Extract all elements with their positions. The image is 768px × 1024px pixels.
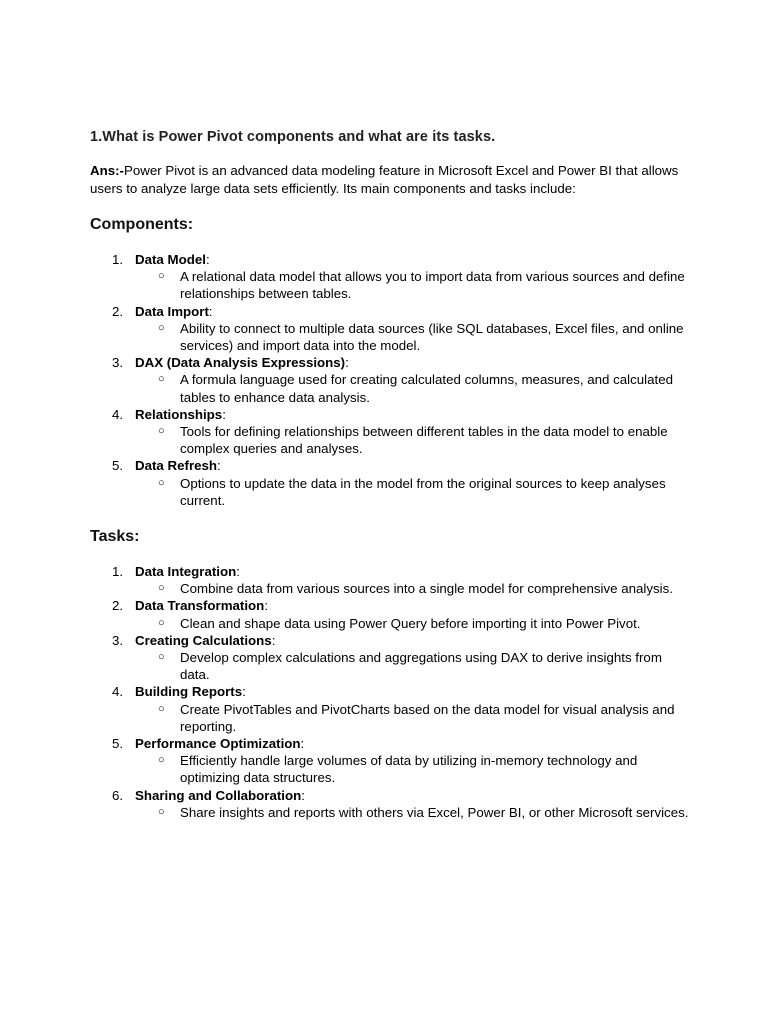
- item-title: Data Integration: [135, 564, 237, 580]
- circle-bullet-icon: ○: [158, 582, 165, 595]
- sub-item-text: Develop complex calculations and aggregations using DAX to derive insights from data.: [180, 650, 662, 683]
- item-number: 4.: [112, 406, 124, 422]
- task-item: [90, 632, 690, 684]
- item-title: Performance Optimization: [135, 736, 301, 752]
- item-title: DAX (Data Analysis Expressions): [135, 355, 346, 371]
- sub-item: [135, 268, 690, 302]
- item-number: 3.: [112, 355, 124, 371]
- item-colon: :: [300, 736, 305, 752]
- sub-item: [135, 752, 690, 786]
- component-item: [90, 457, 690, 509]
- components-list: [90, 251, 690, 509]
- circle-bullet-icon: ○: [158, 476, 165, 489]
- sub-list: [135, 423, 690, 457]
- circle-bullet-icon: ○: [158, 321, 165, 334]
- circle-bullet-icon: ○: [158, 425, 165, 438]
- item-colon: :: [242, 684, 246, 700]
- item-title: Building Reports: [135, 684, 243, 700]
- sub-item: [135, 423, 690, 457]
- document-content: [90, 127, 690, 821]
- sub-item: [135, 701, 690, 735]
- answer-label: Ans:-: [90, 163, 124, 178]
- task-item: [90, 563, 690, 597]
- sub-item: [135, 615, 690, 632]
- item-title: Data Transformation: [135, 598, 265, 614]
- sub-item-text: A formula language used for creating calculated columns, measures, and calculated tables to enhance data analysis.: [180, 372, 674, 405]
- sub-list: [135, 701, 690, 735]
- item-number: 1.: [112, 564, 124, 580]
- item-colon: :: [271, 632, 276, 648]
- item-title: Relationships: [135, 406, 223, 422]
- sub-item: [135, 580, 690, 597]
- component-item: [90, 251, 690, 303]
- sub-list: [135, 371, 690, 405]
- sub-list: [135, 268, 690, 302]
- item-number: 1.: [112, 252, 124, 267]
- sub-list: [135, 804, 690, 821]
- circle-bullet-icon: ○: [158, 651, 165, 664]
- item-title: Data Model: [135, 252, 206, 267]
- answer-text: Power Pivot is an advanced data modeling feature in Microsoft Excel and Power BI that allows users to analyze large data sets efficiently. Its main components and tasks include:: [90, 163, 679, 196]
- task-item: [90, 735, 690, 787]
- sub-item-text: Clean and shape data using Power Query before importing it into Power Pivot.: [180, 615, 641, 631]
- sub-item: [135, 371, 690, 405]
- sub-item-text: Ability to connect to multiple data sources (like SQL databases, Excel files, and online services) and import data into the model.: [180, 320, 684, 354]
- components-heading: Components:: [90, 216, 194, 233]
- circle-bullet-icon: ○: [158, 616, 165, 629]
- item-number: 5.: [112, 736, 124, 752]
- tasks-heading: Tasks:: [90, 528, 140, 546]
- sub-item-text: Efficiently handle large volumes of data by utilizing in-memory technology and optimizing data structures.: [180, 753, 638, 786]
- sub-item-text: A relational data model that allows you to import data from various sources and define relationships between tables.: [180, 269, 685, 302]
- item-number: 4.: [112, 684, 124, 700]
- sub-item: [135, 475, 690, 509]
- circle-bullet-icon: ○: [158, 270, 165, 283]
- item-colon: :: [301, 787, 305, 803]
- sub-item-text: Combine data from various sources into a single model for comprehensive analysis.: [180, 581, 673, 597]
- answer-paragraph: [90, 162, 690, 197]
- item-title: Creating Calculations: [135, 632, 272, 648]
- item-colon: :: [264, 598, 269, 614]
- question-heading: 1.What is Power Pivot components and what are its tasks.: [90, 129, 496, 145]
- item-colon: :: [236, 564, 240, 580]
- sub-list: [135, 649, 690, 683]
- sub-list: [135, 615, 690, 632]
- item-colon: :: [222, 406, 226, 422]
- component-item: [90, 406, 690, 458]
- sub-item-text: Share insights and reports with others via Excel, Power BI, or other Microsoft services.: [180, 804, 689, 820]
- circle-bullet-icon: ○: [158, 373, 165, 386]
- sub-list: [135, 475, 690, 509]
- sub-item: [135, 320, 690, 354]
- component-item: [90, 303, 690, 355]
- sub-item: [135, 649, 690, 683]
- item-title: Data Import: [135, 303, 209, 319]
- item-title: Sharing and Collaboration: [135, 787, 302, 803]
- item-colon: :: [208, 303, 213, 319]
- task-item: [90, 597, 690, 631]
- circle-bullet-icon: ○: [158, 754, 165, 767]
- circle-bullet-icon: ○: [158, 702, 165, 715]
- sub-list: [135, 320, 690, 354]
- sub-item-text: Options to update the data in the model from the original sources to keep analyses current.: [180, 475, 666, 508]
- item-colon: :: [345, 355, 349, 371]
- component-item: [90, 354, 690, 406]
- sub-list: [135, 580, 690, 597]
- sub-item-text: Tools for defining relationships between different tables in the data model to enable complex queries and analyses.: [180, 424, 668, 457]
- item-title: Data Refresh: [135, 458, 218, 474]
- item-number: 3.: [112, 632, 124, 648]
- item-colon: :: [217, 458, 221, 474]
- item-colon: :: [205, 252, 210, 267]
- item-number: 5.: [112, 458, 124, 474]
- task-item: [90, 683, 690, 735]
- task-item: [90, 787, 690, 821]
- sub-item-text: Create PivotTables and PivotCharts based on the data model for visual analysis and reporting.: [180, 701, 675, 734]
- sub-item: [135, 804, 690, 821]
- tasks-list: [90, 563, 690, 821]
- item-number: 6.: [112, 787, 124, 803]
- sub-list: [135, 752, 690, 786]
- item-number: 2.: [112, 303, 124, 319]
- circle-bullet-icon: ○: [158, 805, 165, 818]
- item-number: 2.: [112, 598, 124, 614]
